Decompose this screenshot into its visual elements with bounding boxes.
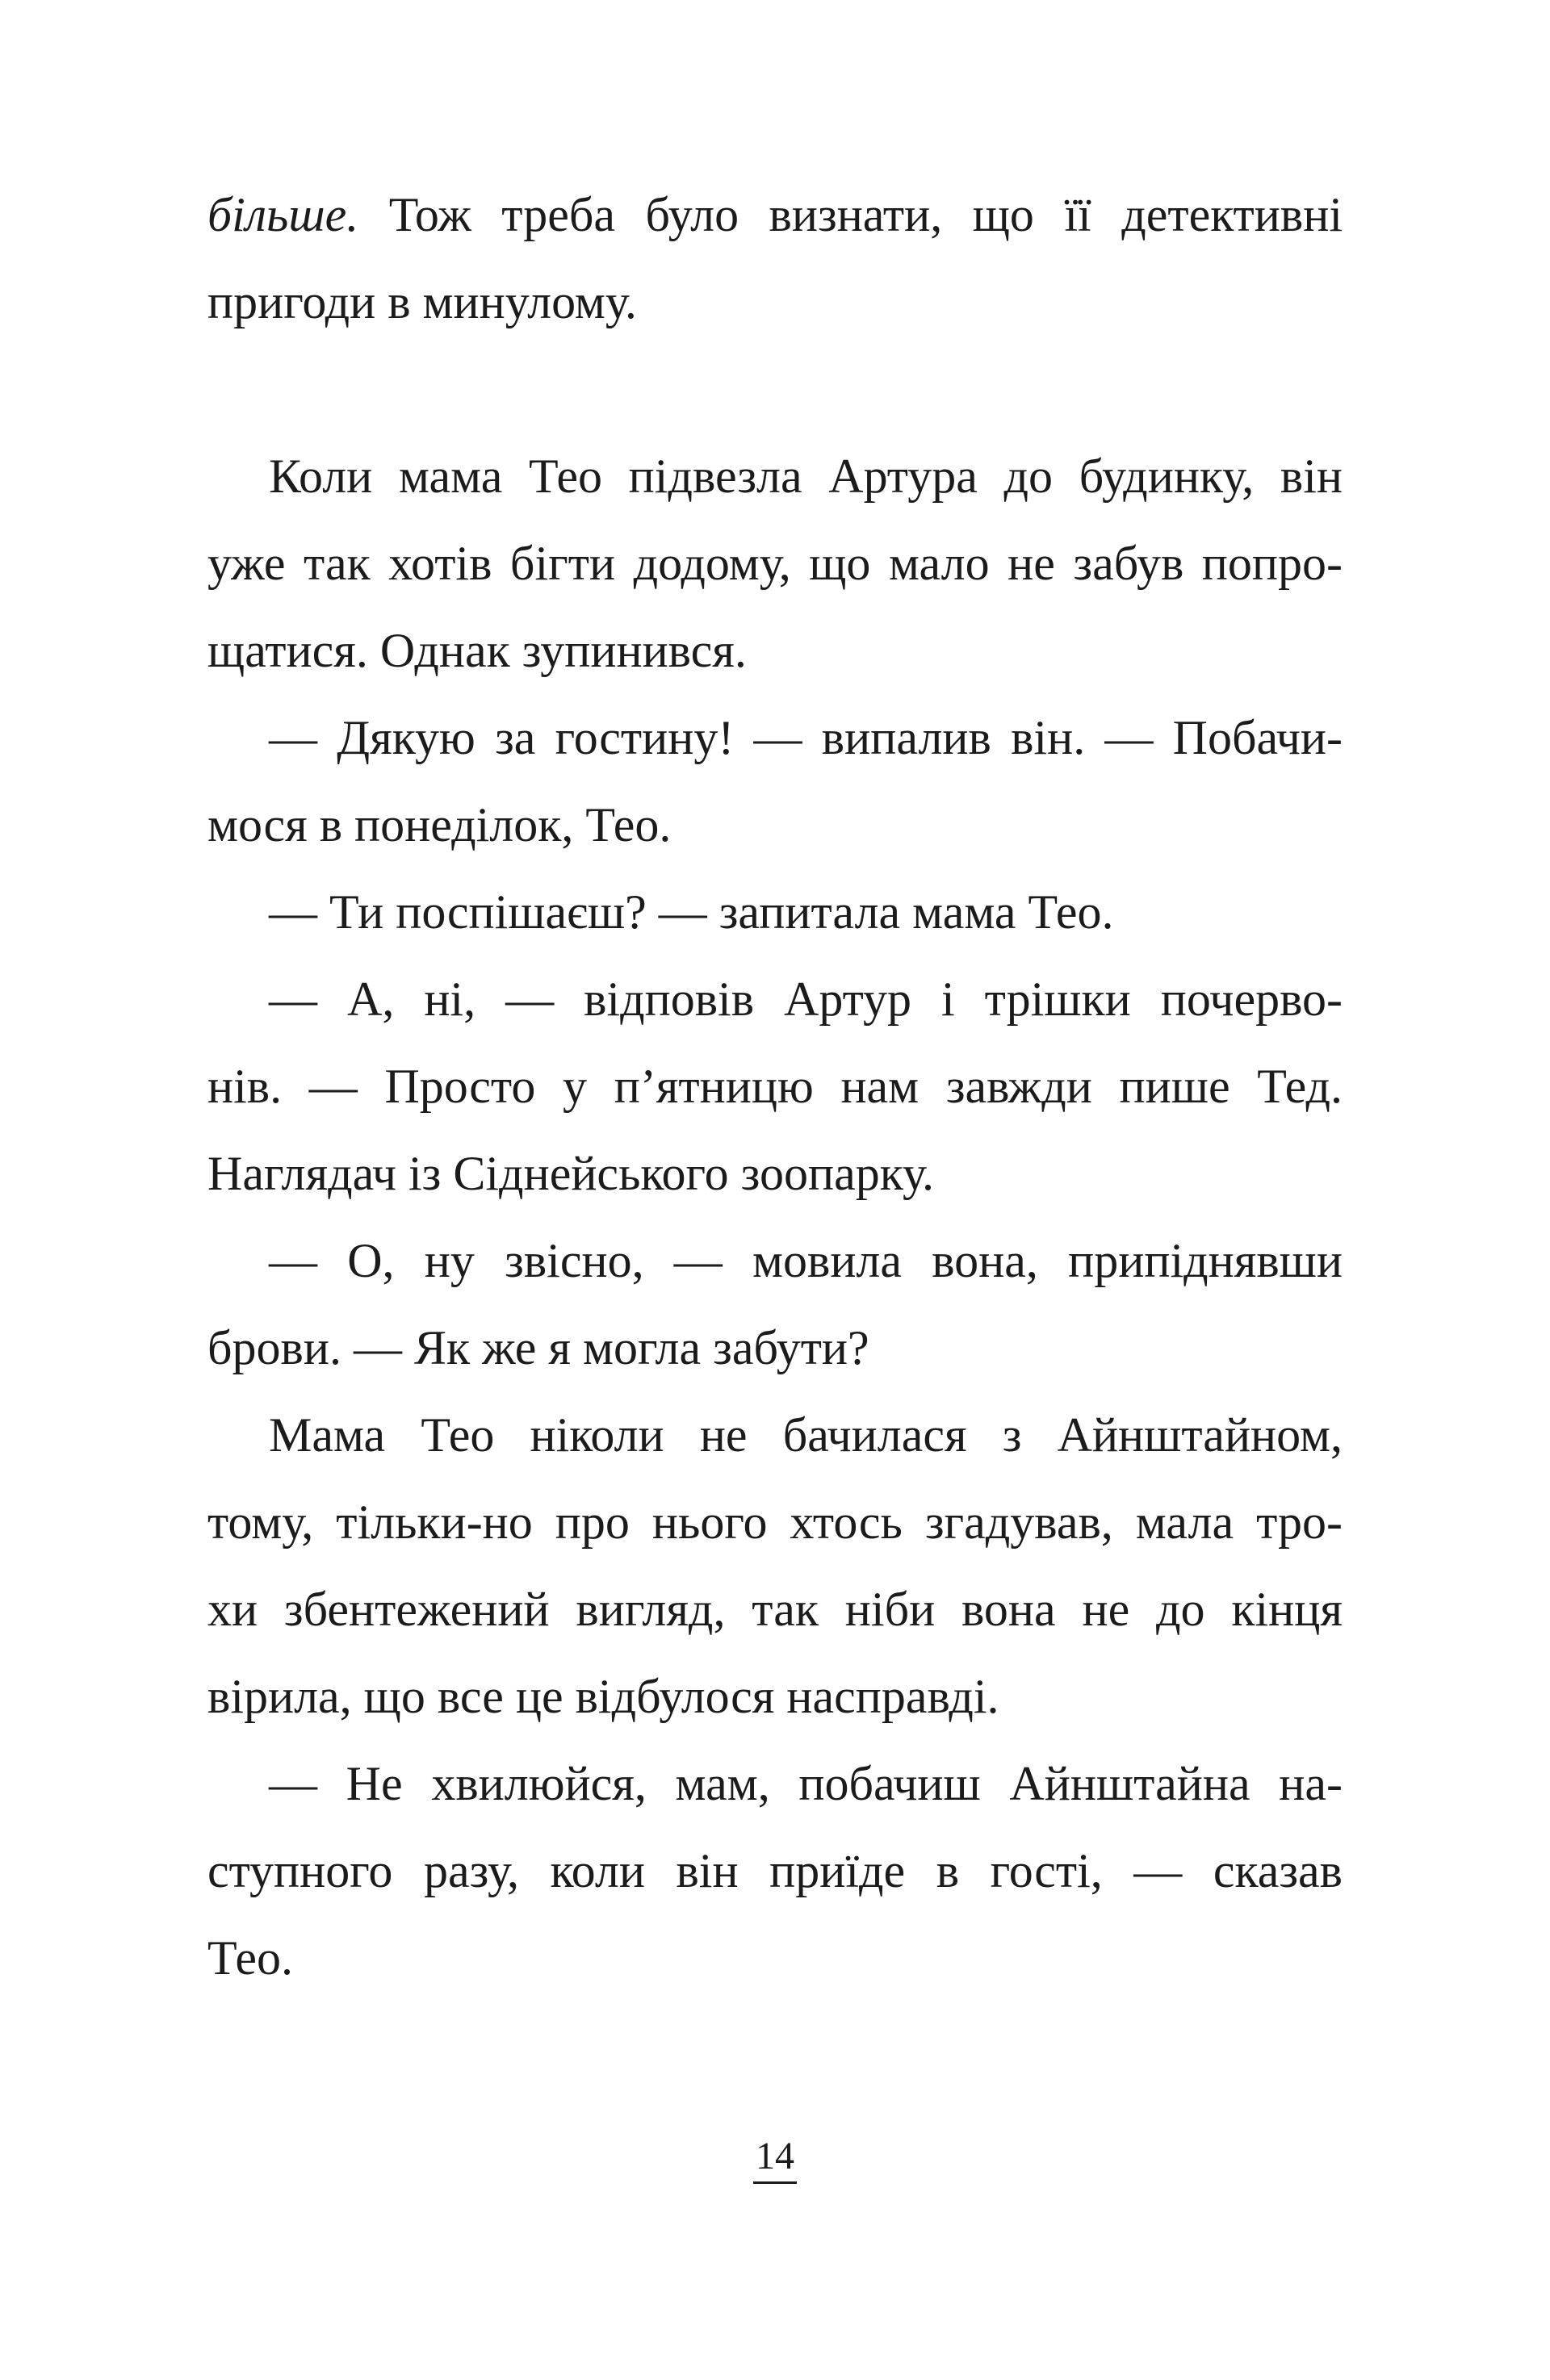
text-line: хи збентежений вигляд, так ніби вона не до кінця	[207, 1583, 1343, 1636]
paragraph	[207, 1391, 1343, 1740]
text-line	[207, 171, 1343, 258]
text-line: — Дякую за гостину! — випалив він. — Побачи-	[269, 711, 1343, 764]
text-line: Наглядач із Сіднейського зоопарку.	[207, 1147, 935, 1200]
text-line: — Не хвилюйся, мам, побачиш Айнштайна на-	[269, 1757, 1343, 1810]
page-number-row	[0, 2137, 1550, 2184]
text-line-rest: Тож треба було визнати, що її детективні	[388, 188, 1343, 241]
paragraph	[207, 433, 1343, 694]
text-line: Коли мама Тео підвезла Артура до будинку, він	[269, 450, 1343, 503]
text-line: уже так хотів бігти додому, що мало не забув попро-	[207, 537, 1343, 590]
text-line: — Ти поспішаєш? — запитала мама Тео.	[269, 885, 1114, 939]
paragraph	[207, 956, 1343, 1217]
text-line: пригоди в минулому.	[207, 275, 637, 328]
text-line: тому, тільки-но про нього хтось згадував, мала тро-	[207, 1495, 1343, 1549]
text-line: брови. — Як же я могла забути?	[207, 1321, 869, 1374]
text-line: ступного разу, коли він приїде в гості, — сказав	[207, 1844, 1343, 1897]
page-number: 14	[753, 2137, 797, 2184]
text-block	[207, 171, 1343, 2001]
paragraph	[207, 694, 1343, 868]
text-line: Тео.	[207, 1931, 293, 1985]
paragraph	[207, 1217, 1343, 1391]
text-line: Мама Тео ніколи не бачилася з Айнштайном,	[269, 1408, 1343, 1462]
paragraph-opening	[207, 171, 1343, 345]
paragraph	[207, 868, 1343, 956]
text-line: нів. — Просто у п’ятницю нам завжди пише Тед.	[207, 1060, 1343, 1113]
text-line: щатися. Однак зупинився.	[207, 624, 747, 677]
italic-lead-word: більше.	[207, 188, 359, 241]
text-line: — А, ні, — відповів Артур і трішки почерво-	[269, 972, 1343, 1026]
paragraph	[207, 1740, 1343, 2001]
text-line: — О, ну звісно, — мовила вона, припіднявши	[269, 1234, 1343, 1287]
text-line: вірила, що все це відбулося насправді.	[207, 1670, 999, 1723]
text-line: мося в понеділок, Тео.	[207, 798, 672, 851]
